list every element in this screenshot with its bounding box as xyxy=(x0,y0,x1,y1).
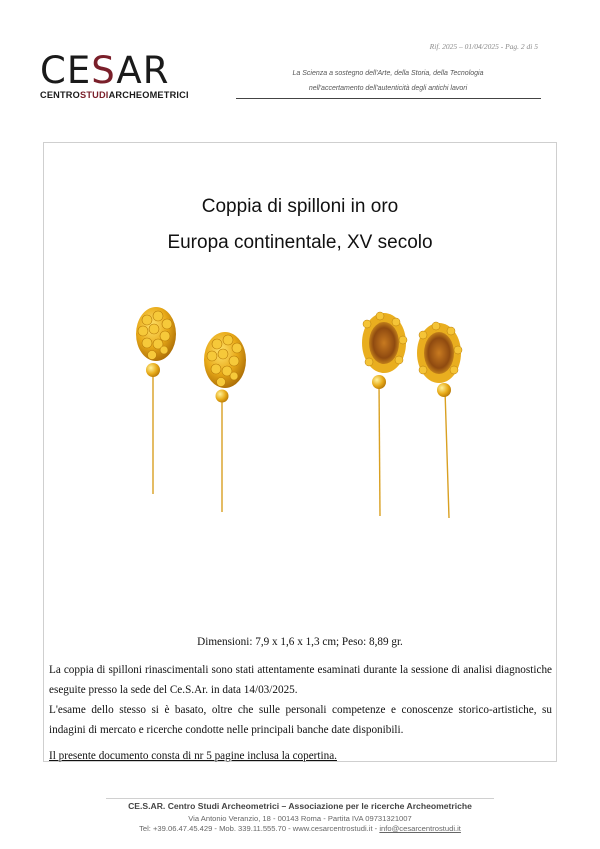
footer-email-link[interactable]: info@cesarcentrostudi.it xyxy=(379,824,461,833)
object-origin-date: Europa continentale, XV secolo xyxy=(167,232,433,253)
footer-divider xyxy=(106,798,494,799)
paragraph-page-count: Il presente documento consta di nr 5 pagine inclusa la copertina. xyxy=(49,750,337,762)
object-title: Coppia di spilloni in oro xyxy=(201,196,399,217)
footer-organization: CE.S.AR. Centro Studi Archeometrici – Associazione per le ricerche Archeometriche xyxy=(128,801,472,811)
footer-phone-web: Tel: +39.06.47.45.429 - Mob. 339.11.555.70 - www.cesarcentrostudi.it - xyxy=(139,824,378,833)
header-divider xyxy=(236,98,541,99)
paragraph-method: L'esame dello stesso si è basato, oltre che sulle personali competenze e conoscenze storico-artistiche, su indagini di mercato e ricerche condotte nelle principali banche date disponibili. xyxy=(49,704,552,736)
logo-wordmark: CESAR xyxy=(40,49,170,92)
pin-3 xyxy=(362,312,407,516)
pin-1 xyxy=(136,307,176,494)
footer-contacts xyxy=(0,824,600,833)
pin-4 xyxy=(417,322,462,518)
paragraph-examination: La coppia di spilloni rinascimentali sono stati attentamente esaminati durante la sessione di analisi diagnostiche eseguite presso la sede del Ce.S.Ar. in data 14/03/2025. xyxy=(49,664,552,696)
tagline-line-2: nell'accertamento dell'autenticità degli antichi lavori xyxy=(308,85,468,92)
cesar-logo xyxy=(40,49,218,100)
dimensions-weight: Dimensioni: 7,9 x 1,6 x 1,3 cm; Peso: 8,89 gr. xyxy=(197,636,403,648)
pin-2 xyxy=(204,332,246,512)
page-reference: Rif. 2025 – 01/04/2025 - Pag. 2 di 5 xyxy=(429,42,538,51)
tagline-line-1: La Scienza a sostegno dell'Arte, della Storia, della Tecnologia xyxy=(292,70,484,77)
footer-address: Via Antonio Veranzio, 18 - 00143 Roma - Partita IVA 09731321007 xyxy=(188,814,412,823)
gold-pins-photo xyxy=(118,298,478,528)
header-tagline xyxy=(236,66,540,96)
logo-subtitle: CENTROSTUDIARCHEOMETRICI xyxy=(40,90,189,100)
